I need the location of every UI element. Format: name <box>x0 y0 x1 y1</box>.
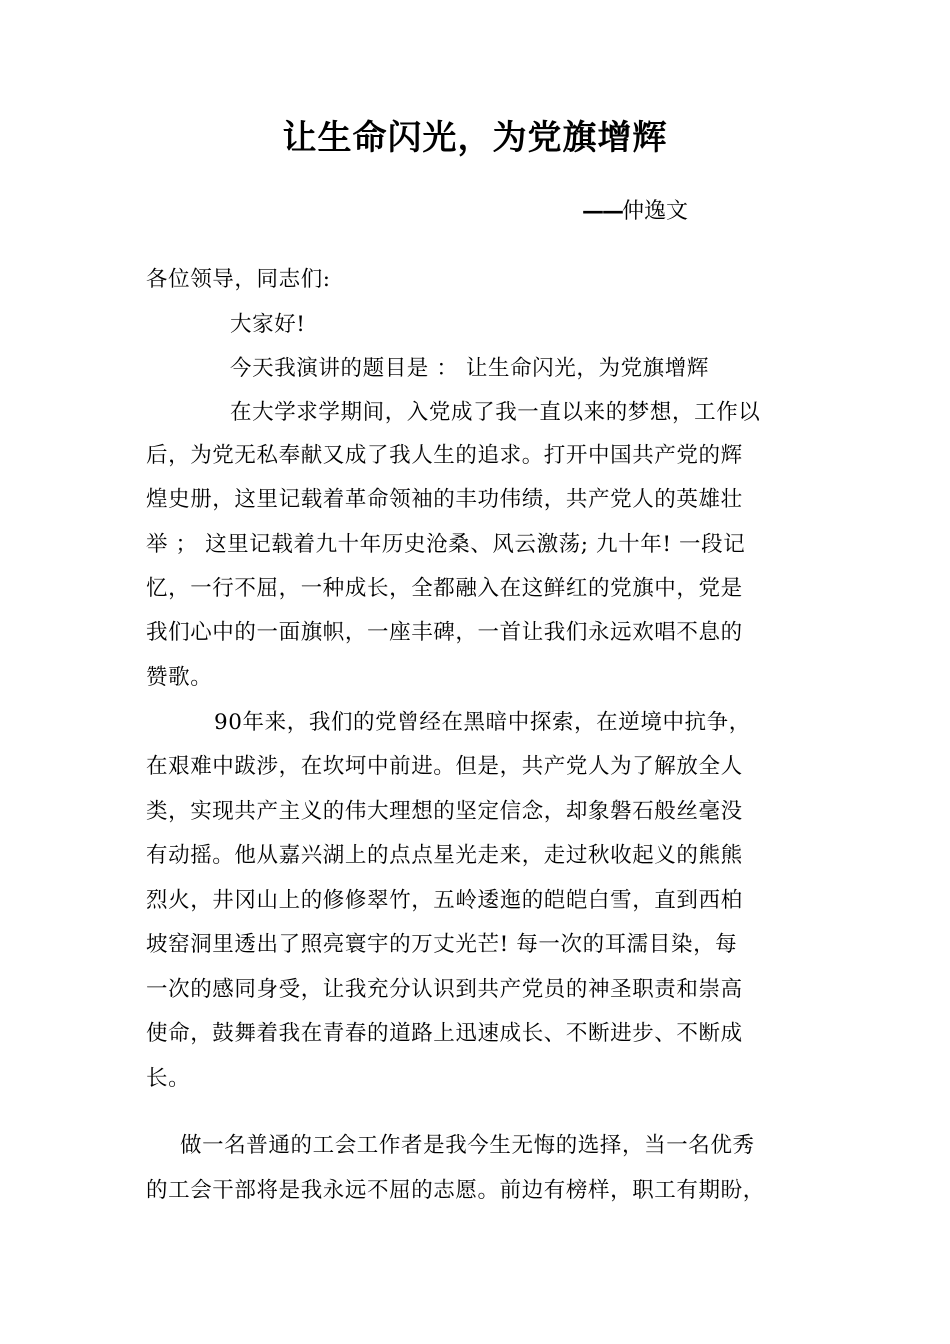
paragraph-line: 赞歌。 <box>146 665 213 690</box>
paragraph-line: 煌史册，这里记载着革命领袖的丰功伟绩，共产党人的英雄壮 <box>146 487 743 512</box>
paragraph-line: 我们心中的一面旗帜，一座丰碑，一首让我们永远欢唱不息的 <box>146 620 743 645</box>
speech-title: 让生命闪光，为党旗增辉 <box>282 118 668 158</box>
paragraph-line: 有动摇。他从嘉兴湖上的点点星光走来，走过秋收起义的熊熊 <box>146 843 743 868</box>
speech-topic: 今天我演讲的题目是 ： 让生命闪光，为党旗增辉 <box>230 356 709 381</box>
paragraph-line: 做一名普通的工会工作者是我今生无悔的选择，当一名优秀 <box>180 1133 755 1158</box>
paragraph-line: 后，为党无私奉献又成了我人生的追求。打开中国共产党的辉 <box>146 443 743 468</box>
paragraph-line: 举 ； 这里记载着九十年历史沧桑、风云激荡; 九十年! 一段记 <box>146 532 746 557</box>
author-line <box>582 196 688 227</box>
paragraph-line: 90年来，我们的党曾经在黑暗中探索，在逆境中抗争， <box>214 710 751 735</box>
paragraph-line: 使命，鼓舞着我在青春的道路上迅速成长、不断进步、不断成 <box>146 1021 743 1046</box>
paragraph-line: 的工会干部将是我永远不屈的志愿。前边有榜样，职工有期盼， <box>146 1178 765 1203</box>
paragraph-line: 烈火，井冈山上的修修翠竹，五岭逶迤的皑皑白雪，直到西柏 <box>146 888 743 913</box>
paragraph-line: 类，实现共产主义的伟大理想的坚定信念，却象磐石般丝毫没 <box>146 799 743 824</box>
paragraph-line: 一次的感同身受，让我充分认识到共产党员的神圣职责和崇高 <box>146 977 743 1002</box>
author-name: 仲逸文 <box>622 199 689 224</box>
paragraph-line: 坡窑洞里透出了照亮寰宇的万丈光芒! 每一次的耳濡目染，每 <box>146 932 738 957</box>
paragraph-line: 长。 <box>146 1066 191 1091</box>
paragraph-line: 忆，一行不屈，一种成长，全都融入在这鲜红的党旗中，党是 <box>146 576 743 601</box>
paragraph-line: 在艰难中跋涉，在坎坷中前进。但是，共产党人为了解放全人 <box>146 754 743 779</box>
paragraph-line: 在大学求学期间，入党成了我一直以来的梦想，工作以 <box>230 400 761 425</box>
greeting: 大家好! <box>230 312 306 337</box>
author-dash: —— <box>582 198 622 224</box>
salutation: 各位领导，同志们: <box>146 267 331 292</box>
